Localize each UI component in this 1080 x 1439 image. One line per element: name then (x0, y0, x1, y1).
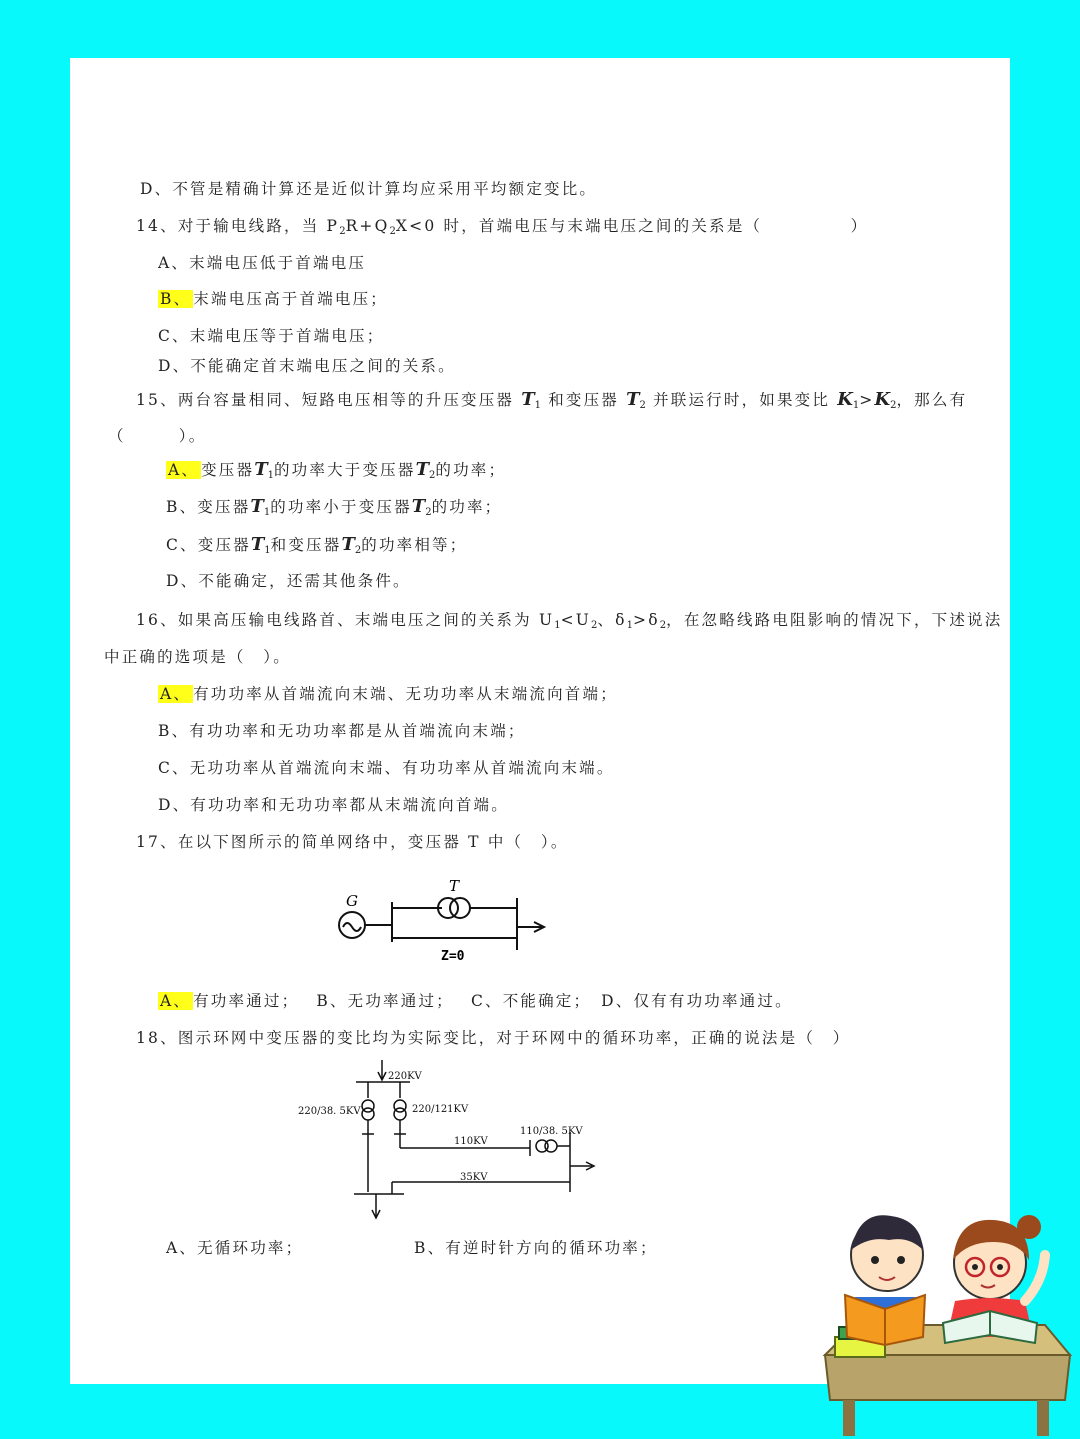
t3-label: 110/38. 5KV (520, 1126, 583, 1137)
transformer-label: T (449, 877, 460, 895)
q15-option-d: D、不能确定，还需其他条件。 (166, 572, 411, 590)
answer-highlight: A、 (160, 992, 192, 1010)
q17-options: A、 有功率通过； B、无功率通过； C、不能确定； D、仅有有功功率通过。 (160, 992, 793, 1010)
v220-label: 220KV (388, 1071, 422, 1082)
q18-option-b: B、有逆时针方向的循环功率； (414, 1239, 658, 1257)
generator-label: G (346, 892, 358, 910)
question-17: 17、在以下图所示的简单网络中，变压器 T 中（ ）。 (136, 833, 569, 851)
q15-option-a: A、 变压器$T_1$的功率大于变压器$T_2$的功率； (168, 459, 507, 481)
q16-option-a: A、 有功功率从首端流向末端、无功功率从末端流向首端； (160, 685, 618, 703)
q16-option-c: C、无功功率从首端流向末端、有功功率从首端流向末端。 (158, 759, 615, 777)
answer-highlight: A、 (160, 685, 192, 703)
question-16-cont: 中正确的选项是（ ）。 (104, 648, 291, 666)
q14-option-d: D、不能确定首末端电压之间的关系。 (158, 357, 456, 375)
q16-option-d: D、有功功率和无功功率都从末端流向首端。 (158, 796, 509, 814)
answer-highlight: A、 (168, 461, 200, 479)
answer-highlight: B、 (160, 290, 192, 308)
question-14: 14、对于输电线路，当 $P_2R+Q_2X<0$ 时，首端电压与末端电压之间的关系是（ ） (136, 217, 869, 237)
q15-option-b: B、变压器$T_1$的功率小于变压器$T_2$的功率； (166, 496, 503, 518)
figure-18-ring-network (292, 1058, 612, 1226)
t2-label: 220/121KV (412, 1104, 469, 1115)
v110-label: 110KV (454, 1136, 488, 1147)
figure-17-circuit (330, 872, 560, 968)
v35-label: 35KV (460, 1172, 488, 1183)
question-16: 16、如果高压输电线路首、末端电压之间的关系为 $U_1<U_2$、$\delta_1>\delta_2$，在忽略线路电阻影响的情况下，下述说法 (136, 611, 1003, 631)
t1-label: 220/38. 5KV (298, 1106, 361, 1117)
impedance-label: Z=0 (441, 949, 465, 964)
q15-option-c: C、变压器$T_1$和变压器$T_2$的功率相等； (166, 534, 468, 556)
q16-option-b: B、有功功率和无功功率都是从首端流向末端； (158, 722, 526, 740)
question-18: 18、图示环网中变压器的变比均为实际变比，对于环网中的循环功率，正确的说法是（ ） (136, 1029, 851, 1047)
q14-option-c: C、末端电压等于首端电压； (158, 327, 385, 345)
question-15: 15、两台容量相同、短路电压相等的升压变压器 $T_1$ 和变压器 $T_2$ 并联运行时，如果变比 $K_1>K_2$，那么有 (136, 389, 968, 411)
q18-option-a: A、无循环功率； (166, 1239, 304, 1257)
q13-option-d: D、不管是精确计算还是近似计算均应采用平均额定变比。 (140, 180, 598, 198)
q14-option-a: A、末端电压低于首端电压 (158, 254, 367, 272)
question-15-cont: （ ）。 (108, 427, 207, 445)
q14-option-b: B、 末端电压高于首端电压； (160, 290, 388, 308)
reading-kids-illustration (815, 1205, 1080, 1439)
